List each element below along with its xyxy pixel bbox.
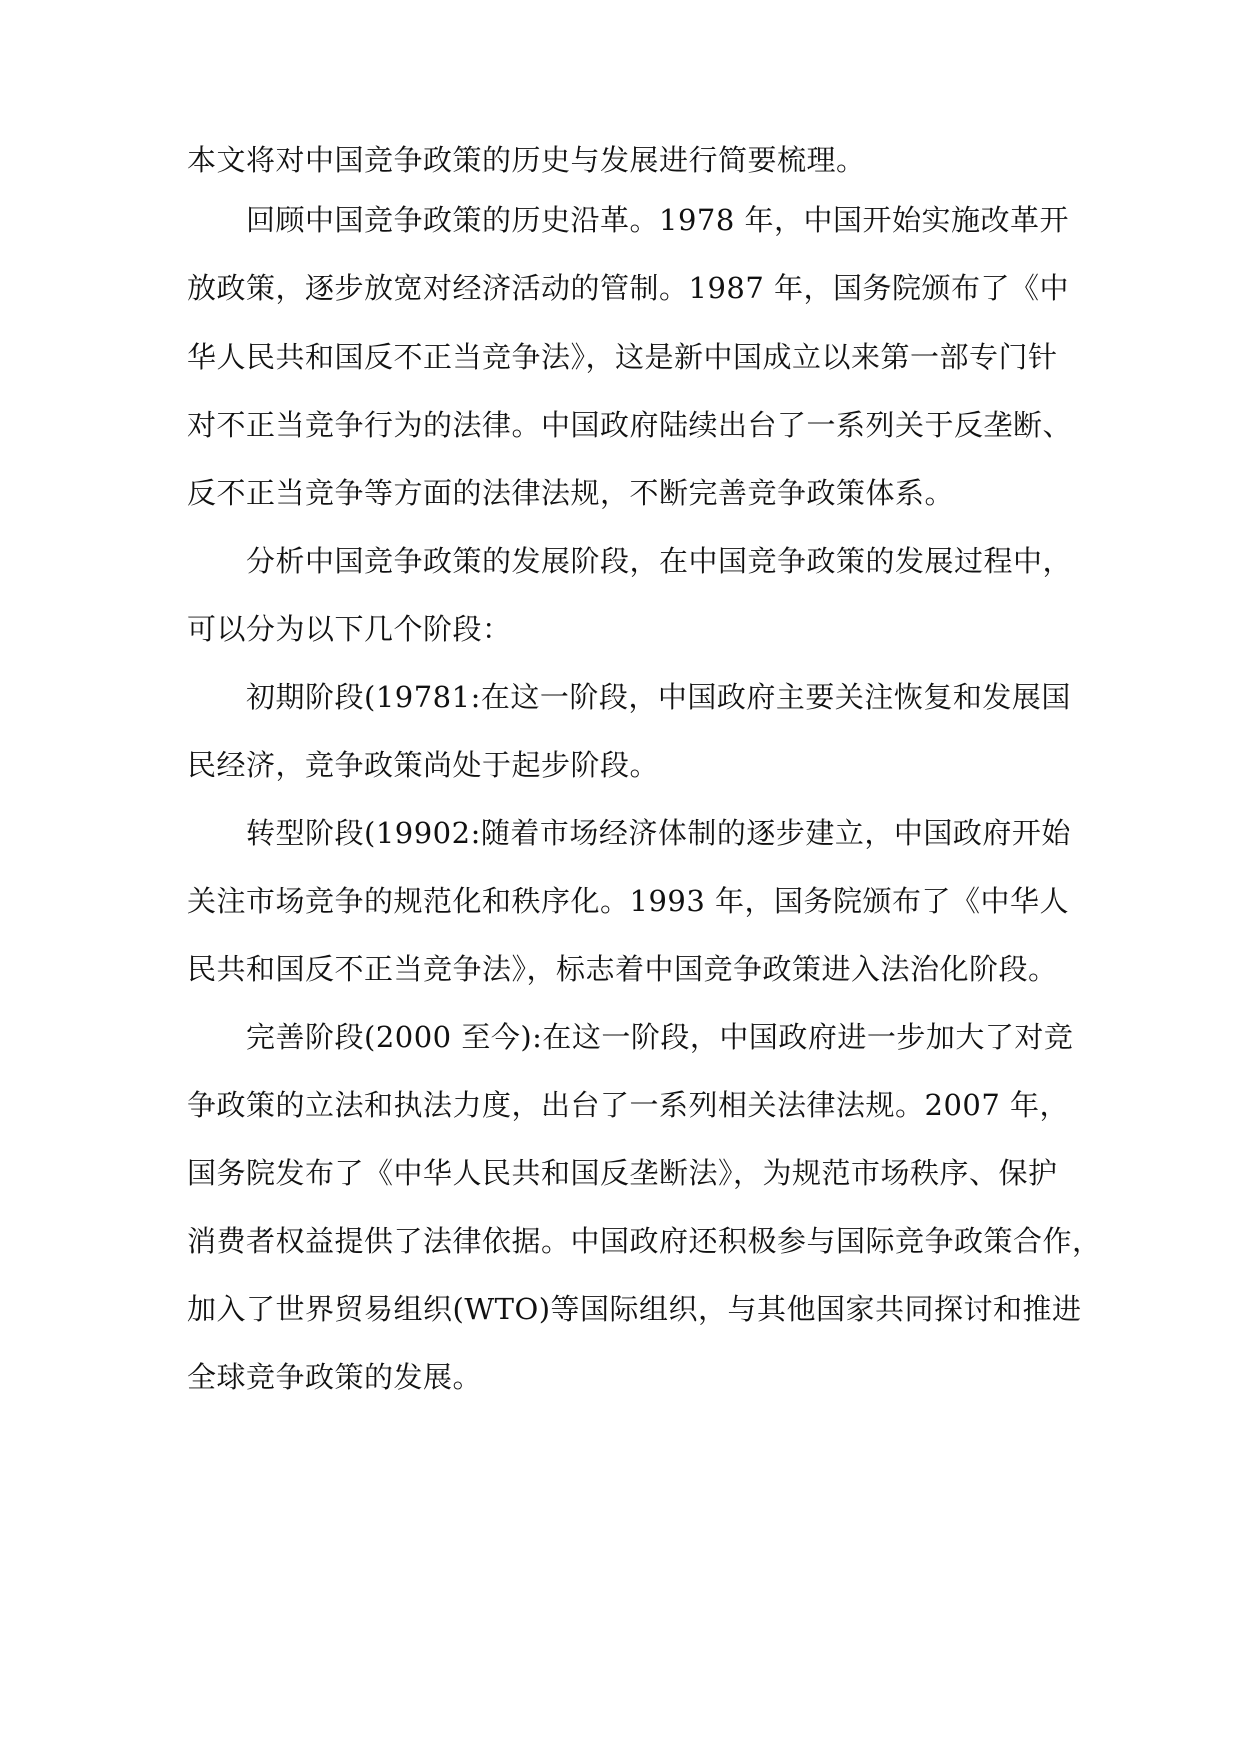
text-line: 反不正当竞争等方面的法律法规，不断完善竞争政策体系。 (187, 476, 955, 510)
text-line: 转型阶段(19902:随着市场经济体制的逐步建立，中国政府开始 (246, 816, 1071, 850)
text-line: 加入了世界贸易组织(WTO)等国际组织，与其他国家共同探讨和推进 (187, 1292, 1082, 1326)
text-line: 回顾中国竞争政策的历史沿革。1978 年，中国开始实施改革开 (246, 203, 1070, 237)
text-line: 国务院发布了《中华人民共和国反垄断法》，为规范市场秩序、保护 (187, 1156, 1058, 1190)
text-line: 完善阶段(2000 至今):在这一阶段，中国政府进一步加大了对竞 (246, 1020, 1074, 1054)
text-line: 争政策的立法和执法力度，出台了一系列相关法律法规。2007 年， (187, 1088, 1070, 1122)
text-line: 民经济，竞争政策尚处于起步阶段。 (187, 748, 660, 782)
text-line: 对不正当竞争行为的法律。中国政府陆续出台了一系列关于反垄断、 (187, 408, 1073, 442)
text-line: 华人民共和国反不正当竞争法》，这是新中国成立以来第一部专门针 (187, 340, 1058, 374)
text-line: 民共和国反不正当竞争法》，标志着中国竞争政策进入法治化阶段。 (187, 952, 1058, 986)
text-line: 分析中国竞争政策的发展阶段，在中国竞争政策的发展过程中， (246, 544, 1073, 578)
text-line: 全球竞争政策的发展。 (187, 1360, 483, 1394)
text-line: 放政策，逐步放宽对经济活动的管制。1987 年，国务院颁布了《中 (187, 271, 1070, 305)
text-line: 可以分为以下几个阶段： (187, 612, 512, 646)
text-line: 初期阶段(19781:在这一阶段，中国政府主要关注恢复和发展国 (246, 680, 1071, 714)
text-line: 本文将对中国竞争政策的历史与发展进行简要梳理。 (187, 143, 866, 177)
text-line: 关注市场竞争的规范化和秩序化。1993 年，国务院颁布了《中华人 (187, 884, 1070, 918)
text-line: 消费者权益提供了法律依据。中国政府还积极参与国际竞争政策合作， (187, 1224, 1102, 1258)
